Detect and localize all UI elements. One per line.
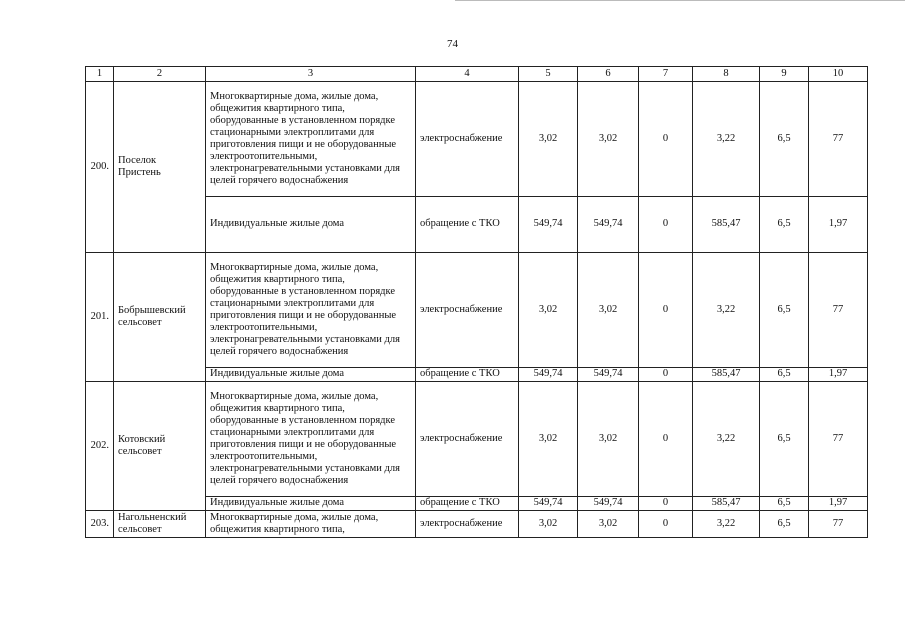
header-cell: 10 (809, 67, 868, 82)
cell-col6: 549,74 (578, 368, 639, 382)
table-row (86, 82, 868, 197)
cell-col10: 1,97 (809, 497, 868, 511)
cell-col6: 3,02 (578, 82, 639, 197)
cell-col7: 0 (639, 253, 693, 368)
cell-col10: 1,97 (809, 368, 868, 382)
cell-col10: 1,97 (809, 197, 868, 253)
cell-col7: 0 (639, 382, 693, 497)
service-type: обращение с ТКО (416, 497, 519, 511)
page-number: 74 (447, 38, 458, 50)
header-cell: 4 (416, 67, 519, 82)
cell-col10: 77 (809, 253, 868, 368)
cell-col5: 549,74 (519, 497, 578, 511)
cell-col6: 3,02 (578, 253, 639, 368)
cell-col5: 3,02 (519, 382, 578, 497)
service-type: обращение с ТКО (416, 368, 519, 382)
cell-col8: 585,47 (693, 368, 760, 382)
consumer-category: Индивидуальные жилые дома (206, 497, 416, 511)
service-type: электроснабжение (416, 382, 519, 497)
cell-col5: 3,02 (519, 511, 578, 538)
cell-col9: 6,5 (760, 382, 809, 497)
service-type: электроснабжение (416, 253, 519, 368)
cell-col10: 77 (809, 382, 868, 497)
header-row (86, 67, 868, 82)
cell-col7: 0 (639, 497, 693, 511)
header-cell: 2 (114, 67, 206, 82)
cell-col8: 585,47 (693, 197, 760, 253)
service-type: электроснабжение (416, 82, 519, 197)
cell-col10: 77 (809, 511, 868, 538)
cell-col9: 6,5 (760, 197, 809, 253)
consumer-category: Многоквартирные дома, жилые дома, общежития квартирного типа, оборудованные в установленном порядке стационарными электроплитами для приготовления пищи и не оборудованные электроотопительными, электронагревательными установками для целей горячего водоснабжения (206, 253, 416, 368)
cell-col6: 3,02 (578, 382, 639, 497)
cell-col8: 3,22 (693, 253, 760, 368)
service-type: обращение с ТКО (416, 197, 519, 253)
settlement-name: Нагольненский сельсовет (114, 511, 206, 538)
settlement-name: Котовский сельсовет (114, 382, 206, 511)
row-index: 202. (86, 382, 114, 511)
cell-col9: 6,5 (760, 497, 809, 511)
cell-col9: 6,5 (760, 511, 809, 538)
cell-col7: 0 (639, 511, 693, 538)
cell-col5: 3,02 (519, 253, 578, 368)
header-cell: 9 (760, 67, 809, 82)
tariff-table (85, 66, 868, 538)
cell-col6: 3,02 (578, 511, 639, 538)
consumer-category: Многоквартирные дома, жилые дома, общежития квартирного типа, оборудованные в установленном порядке стационарными электроплитами для приготовления пищи и не оборудованные электроотопительными, электронагревательными установками для целей горячего водоснабжения (206, 382, 416, 497)
cell-col9: 6,5 (760, 82, 809, 197)
header-cell: 7 (639, 67, 693, 82)
service-type: электроснабжение (416, 511, 519, 538)
header-cell: 1 (86, 67, 114, 82)
header-cell: 8 (693, 67, 760, 82)
row-index: 200. (86, 82, 114, 253)
settlement-name: Поселок Пристень (114, 82, 206, 253)
cell-col7: 0 (639, 368, 693, 382)
cell-col9: 6,5 (760, 368, 809, 382)
header-cell: 5 (519, 67, 578, 82)
table-row (86, 382, 868, 497)
settlement-name: Бобрышевский сельсовет (114, 253, 206, 382)
scan-edge-line (455, 0, 905, 1)
consumer-category: Индивидуальные жилые дома (206, 368, 416, 382)
cell-col5: 549,74 (519, 197, 578, 253)
header-cell: 3 (206, 67, 416, 82)
header-cell: 6 (578, 67, 639, 82)
cell-col10: 77 (809, 82, 868, 197)
cell-col8: 3,22 (693, 82, 760, 197)
consumer-category: Индивидуальные жилые дома (206, 197, 416, 253)
cell-col5: 549,74 (519, 368, 578, 382)
cell-col8: 3,22 (693, 382, 760, 497)
consumer-category: Многоквартирные дома, жилые дома, общежития квартирного типа, (206, 511, 416, 538)
cell-col9: 6,5 (760, 253, 809, 368)
table-row (86, 511, 868, 538)
cell-col7: 0 (639, 197, 693, 253)
cell-col7: 0 (639, 82, 693, 197)
table-row (86, 253, 868, 368)
cell-col8: 585,47 (693, 497, 760, 511)
row-index: 203. (86, 511, 114, 538)
cell-col6: 549,74 (578, 497, 639, 511)
consumer-category: Многоквартирные дома, жилые дома, общежития квартирного типа, оборудованные в установленном порядке стационарными электроплитами для приготовления пищи и не оборудованные электроотопительными, электронагревательными установками для целей горячего водоснабжения (206, 82, 416, 197)
cell-col8: 3,22 (693, 511, 760, 538)
row-index: 201. (86, 253, 114, 382)
cell-col6: 549,74 (578, 197, 639, 253)
cell-col5: 3,02 (519, 82, 578, 197)
